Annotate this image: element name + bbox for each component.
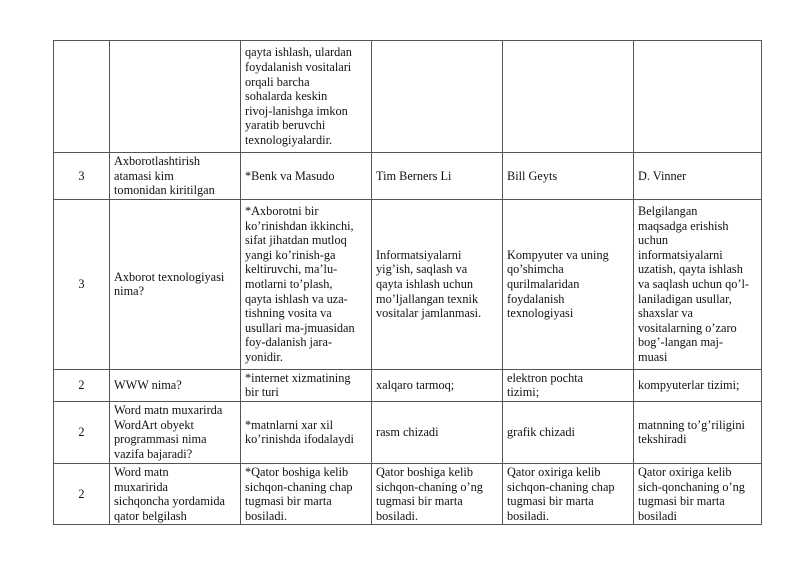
answer-d-cell <box>634 41 762 153</box>
question-cell <box>110 41 241 153</box>
question-number-cell: 2 <box>54 369 110 401</box>
table-row <box>54 401 762 463</box>
answer-d-cell: D. Vinner <box>634 153 762 200</box>
answer-b-cell <box>372 41 503 153</box>
answer-b-cell: Informatsiyalarni yig’ish, saqlash va qayta ishlash uchun mo’ljallangan texnik vositalar jamlanmasi. <box>372 199 503 369</box>
answer-b-cell: Qator boshiga kelib sichqon-chaning o’ng tugmasi bir marta bosiladi. <box>372 463 503 524</box>
answer-b-cell: xalqaro tarmoq; <box>372 369 503 401</box>
question-cell: Word matn muxarirda WordArt obyekt programmasi nima vazifa bajaradi? <box>110 401 241 463</box>
answer-a-cell: *Qator boshiga kelib sichqon-chaning chap tugmasi bir marta bosiladi. <box>241 463 372 524</box>
answer-a-cell: *matnlarni xar xil ko’rinishda ifodalaydi <box>241 401 372 463</box>
table-row <box>54 41 762 153</box>
answer-a-cell: *internet xizmatining bir turi <box>241 369 372 401</box>
quiz-table <box>53 40 762 525</box>
answer-d-cell: matnning to’g’riligini tekshiradi <box>634 401 762 463</box>
answer-b-cell: rasm chizadi <box>372 401 503 463</box>
question-number-cell: 2 <box>54 463 110 524</box>
question-cell: Axborotlashtirish atamasi kim tomonidan kiritilgan <box>110 153 241 200</box>
answer-c-cell: Bill Geyts <box>503 153 634 200</box>
table-row <box>54 463 762 524</box>
answer-c-cell: elektron pochta tizimi; <box>503 369 634 401</box>
table-row <box>54 153 762 200</box>
question-cell: WWW nima? <box>110 369 241 401</box>
answer-a-cell: qayta ishlash, ulardan foydalanish vositalari orqali barcha sohalarda keskin rivoj-lanishga imkon yaratib beruvchi texnologiyalardir. <box>241 41 372 153</box>
answer-a-cell: *Axborotni bir ko’rinishdan ikkinchi, sifat jihatdan mutloq yangi ko’rinish-ga keltiruvchi, ma’lu- motlarni to’plash, qayta ishlash va uza- tishning vosita va usullari ma-jmuasidan foy-dalanish jara- yonidir. <box>241 199 372 369</box>
table-row <box>54 199 762 369</box>
answer-a-cell: *Benk va Masudo <box>241 153 372 200</box>
answer-c-cell: Qator oxiriga kelib sichqon-chaning chap tugmasi bir marta bosiladi. <box>503 463 634 524</box>
answer-d-cell: kompyuterlar tizimi; <box>634 369 762 401</box>
answer-c-cell: grafik chizadi <box>503 401 634 463</box>
table-row <box>54 369 762 401</box>
answer-c-cell: Kompyuter va uning qo’shimcha qurilmalaridan foydalanish texnologiyasi <box>503 199 634 369</box>
question-number-cell: 3 <box>54 153 110 200</box>
answer-d-cell: Qator oxiriga kelib sich-qonchaning o’ng tugmasi bir marta bosiladi <box>634 463 762 524</box>
answer-b-cell: Tim Berners Li <box>372 153 503 200</box>
question-number-cell <box>54 41 110 153</box>
answer-d-cell: Belgilangan maqsadga erishish uchun informatsiyalarni uzatish, qayta ishlash va saqlash uchun qo’l- laniladigan usullar, shaxslar va vositalarning o’zaro bog’-langan maj- muasi <box>634 199 762 369</box>
question-number-cell: 3 <box>54 199 110 369</box>
question-number-cell: 2 <box>54 401 110 463</box>
question-cell: Word matn muxaririda sichqoncha yordamida qator belgilash <box>110 463 241 524</box>
answer-c-cell <box>503 41 634 153</box>
question-cell: Axborot texnologiyasi nima? <box>110 199 241 369</box>
